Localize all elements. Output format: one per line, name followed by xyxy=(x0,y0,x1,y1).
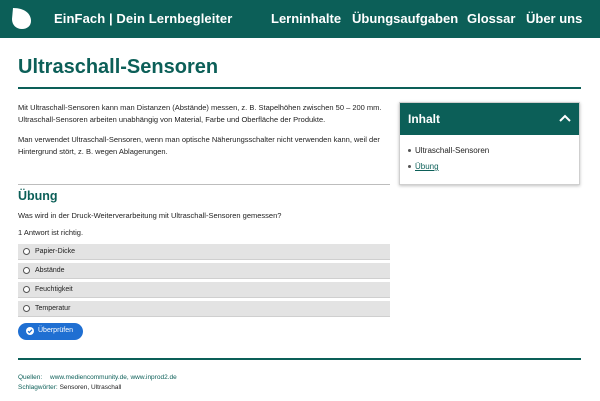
leaf-logo-icon[interactable] xyxy=(10,6,32,30)
check-answer-button[interactable] xyxy=(18,323,83,340)
option-label: Feuchtigkeit xyxy=(35,286,73,293)
exercise-hint: 1 Antwort ist richtig. xyxy=(18,228,84,237)
page-title: Ultraschall-Sensoren xyxy=(18,56,219,78)
check-answer-label: Überprüfen xyxy=(38,327,74,334)
radio-button[interactable] xyxy=(23,286,30,293)
sources-links[interactable]: www.mediencommunity.de, www.inprod2.de xyxy=(50,374,177,381)
footer-keywords xyxy=(18,384,121,391)
radio-button[interactable] xyxy=(23,305,30,312)
table-of-contents xyxy=(399,102,580,185)
site-brand[interactable]: EinFach | Dein Lernbegleiter xyxy=(54,11,233,26)
toc-item-label: Übung xyxy=(415,162,439,171)
answer-option-feuchtigkeit[interactable] xyxy=(18,282,390,298)
toc-title: Inhalt xyxy=(408,112,440,126)
answer-option-temperatur[interactable] xyxy=(18,301,390,317)
sources-label: Quellen: xyxy=(18,374,43,381)
exercise-title: Übung xyxy=(18,189,58,203)
toc-item-label: Ultraschall-Sensoren xyxy=(415,146,490,155)
footer-divider xyxy=(18,358,581,360)
intro-paragraph: Mit Ultraschall-Sensoren kann man Distanzen (Abstände) messen, z. B. Stapelhöhen zwischen 50 – 200 mm. Ultraschall-Sensoren arbeiten unabhängig von Material, Farbe und Oberfläche der Produkte. xyxy=(18,103,382,124)
footer-sources xyxy=(18,374,177,381)
usage-paragraph: Man verwendet Ultraschall-Sensoren, wenn man optische Näherungsschalter nicht verwenden kann, weil der Hintergrund stört, z. B. wegen Ablagerungen. xyxy=(18,135,380,156)
keywords-label: Schlagwörter: xyxy=(18,384,58,391)
exercise-question: Was wird in der Druck-Weiterverarbeitung mit Ultraschall-Sensoren gemessen? xyxy=(18,211,282,220)
nav-lerninhalte[interactable]: Lerninhalte xyxy=(271,11,342,26)
toc-item-uebung[interactable] xyxy=(408,162,439,171)
nav-ueber-uns[interactable]: Über uns xyxy=(526,11,583,26)
radio-button[interactable] xyxy=(23,248,30,255)
title-divider xyxy=(18,87,581,89)
radio-button[interactable] xyxy=(23,267,30,274)
keywords-value: Sensoren, Ultraschall xyxy=(59,384,122,391)
toc-header[interactable] xyxy=(400,103,579,135)
exercise-divider xyxy=(18,184,390,185)
chevron-up-icon[interactable] xyxy=(559,113,571,123)
nav-glossar[interactable]: Glossar xyxy=(467,11,516,26)
option-label: Temperatur xyxy=(35,305,71,312)
nav-uebungsaufgaben[interactable]: Übungsaufgaben xyxy=(352,11,459,26)
answer-option-papier-dicke[interactable] xyxy=(18,244,390,260)
bullet-icon xyxy=(408,149,411,152)
toc-item-ultraschall-sensoren[interactable] xyxy=(408,146,489,155)
top-navigation-bar xyxy=(0,0,600,38)
check-circle-icon xyxy=(26,327,34,335)
answer-option-abstaende[interactable] xyxy=(18,263,390,279)
option-label: Papier-Dicke xyxy=(35,248,76,255)
option-label: Abstände xyxy=(35,267,65,274)
bullet-icon xyxy=(408,165,411,168)
